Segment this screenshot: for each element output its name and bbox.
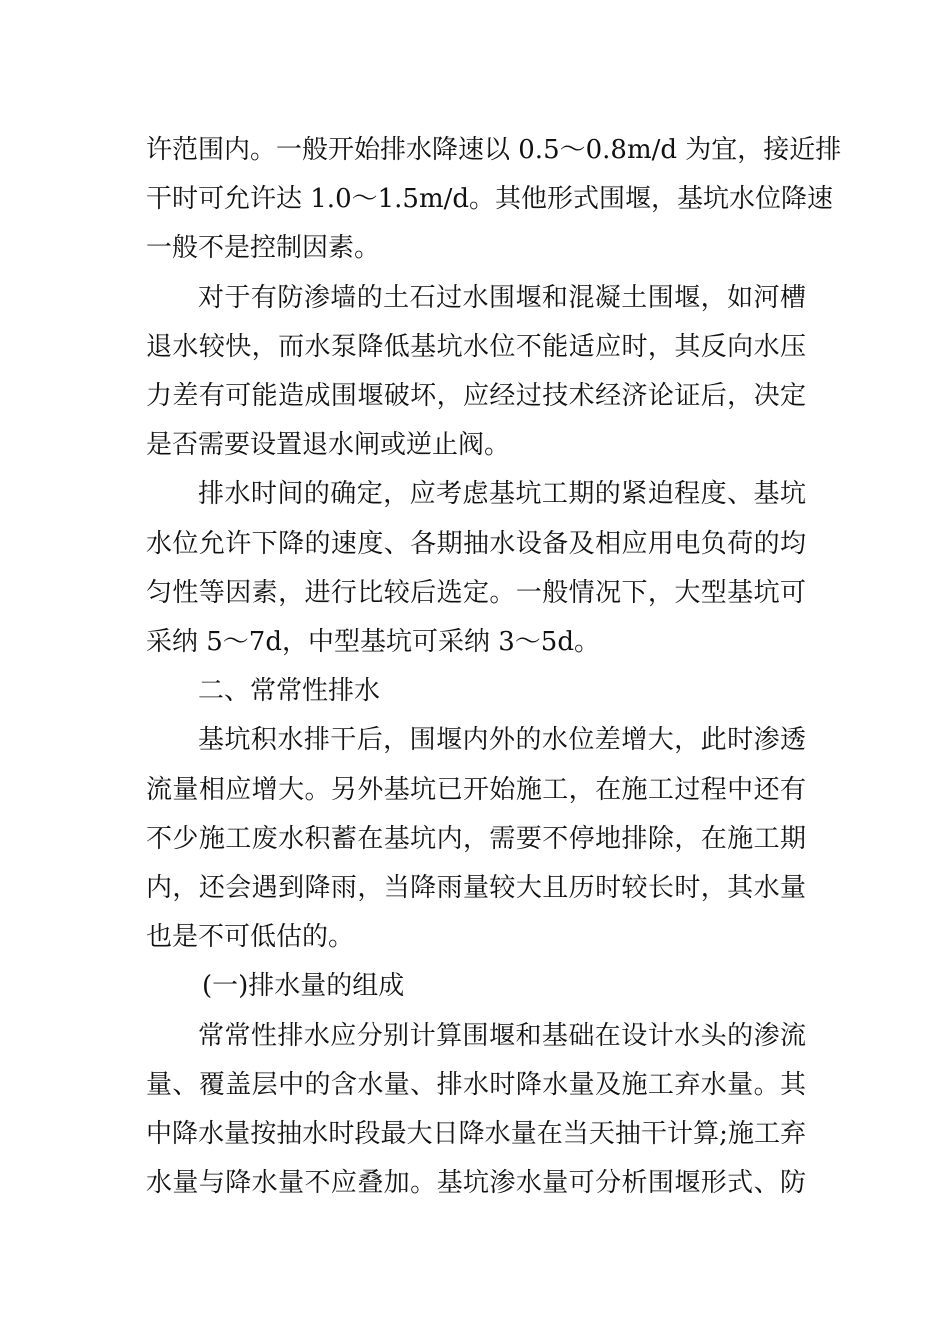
heading-text: (一)排水量的组成 [202, 971, 405, 1002]
text-line: 力差有可能造成围堰破坏，应经过技术经济论证后，决定 [146, 381, 806, 412]
text-line: 采纳 5～7d，中型基坑可采纳 3～5d。 [146, 627, 600, 658]
text-line: 匀性等因素，进行比较后选定。一般情况下，大型基坑可 [146, 577, 806, 608]
text-line: 常常性排水应分别计算围堰和基础在设计水头的渗流 [198, 1020, 806, 1051]
text-line: 水位允许下降的速度、各期抽水设备及相应用电负荷的均 [146, 528, 806, 559]
document-body [146, 126, 842, 1208]
text-line: 退水较快，而水泵降低基坑水位不能适应时，其反向水压 [146, 331, 806, 362]
paragraph [146, 470, 806, 667]
section-heading [146, 667, 806, 716]
paragraph [146, 126, 842, 274]
text-line: 内，还会遇到降雨，当降雨量较大且历时较长时，其水量 [146, 873, 806, 904]
paragraph [146, 716, 806, 962]
text-line: 许范围内。一般开始排水降速以 0.5～0.8m/d 为宜，接近排 [146, 135, 842, 165]
text-line: 水量与降水量不应叠加。基坑渗水量可分析围堰形式、防 [146, 1168, 806, 1199]
text-line: 一般不是控制因素。 [146, 233, 381, 264]
text-line: 流量相应增大。另外基坑已开始施工，在施工过程中还有 [146, 774, 806, 805]
text-line: 基坑积水排干后，围堰内外的水位差增大，此时渗透 [198, 725, 806, 756]
paragraph [146, 1012, 806, 1209]
heading-text: 二、常常性排水 [198, 676, 381, 707]
text-line: 也是不可低估的。 [146, 922, 355, 953]
text-line: 干时可允许达 1.0～1.5m/d。其他形式围堰，基坑水位降速 [146, 184, 834, 215]
text-line: 量、覆盖层中的含水量、排水时降水量及施工弃水量。其 [146, 1069, 806, 1100]
text-line: 不少施工废水积蓄在基坑内，需要不停地排除，在施工期 [146, 823, 806, 854]
text-line: 是否需要设置退水闸或逆止阀。 [146, 430, 511, 461]
subsection-heading [146, 962, 806, 1011]
text-line: 对于有防渗墙的土石过水围堰和混凝土围堰，如河槽 [198, 282, 806, 313]
paragraph [146, 274, 806, 471]
text-line: 中降水量按抽水时段最大日降水量在当天抽干计算;施工弃 [146, 1119, 806, 1150]
text-line: 排水时间的确定，应考虑基坑工期的紧迫程度、基坑 [198, 479, 806, 510]
